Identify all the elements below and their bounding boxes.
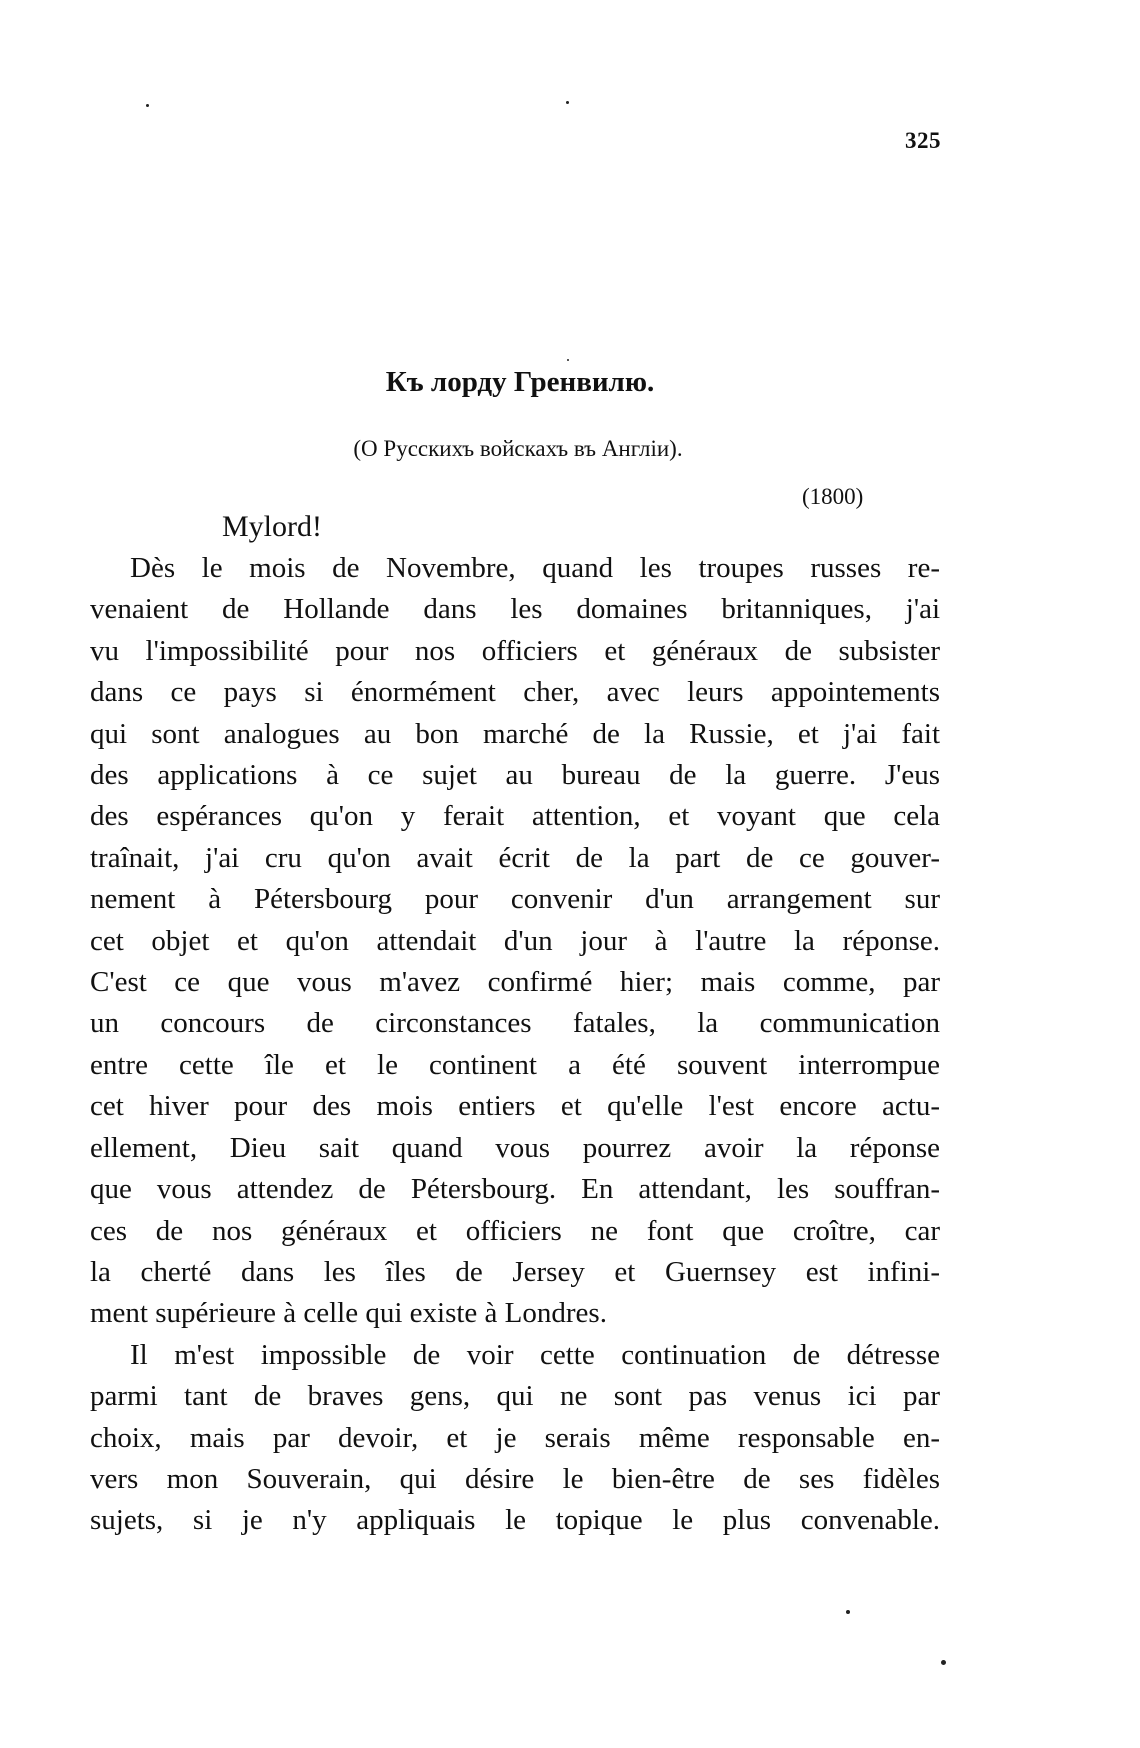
text-line: traînait, j'ai cru qu'on avait écrit de la part de ce gouver- xyxy=(90,841,940,874)
text-line: la cherté dans les îles de Jersey et Guernsey est infini- xyxy=(90,1255,940,1288)
scan-speck xyxy=(846,1610,850,1614)
scan-speck xyxy=(567,359,569,361)
text-line: Il m'est impossible de voir cette continuation de détresse xyxy=(130,1338,940,1371)
scan-speck xyxy=(146,104,149,107)
text-line: entre cette île et le continent a été souvent interrompue xyxy=(90,1048,940,1081)
text-line: ment supérieure à celle qui existe à Londres. xyxy=(90,1297,607,1330)
text-line: des espérances qu'on y ferait attention, et voyant que cela xyxy=(90,800,940,833)
text-line: dans ce pays si énormément cher, avec leurs appointements xyxy=(90,676,940,709)
salutation: Mylord! xyxy=(222,510,322,543)
paragraph-2 xyxy=(90,1335,940,1542)
text-line: qui sont analogues au bon marché de la Russie, et j'ai fait xyxy=(90,717,940,750)
letter-subtitle: (О Русскихъ войскахъ въ Англіи). xyxy=(353,436,683,461)
text-line: ces de nos généraux et officiers ne font que croître, car xyxy=(90,1214,940,1247)
text-line: des applications à ce sujet au bureau de la guerre. J'eus xyxy=(90,759,940,792)
text-line: un concours de circonstances fatales, la communication xyxy=(90,1007,940,1040)
scan-speck xyxy=(566,101,569,104)
text-line: cet objet et qu'on attendait d'un jour à l'autre la réponse. xyxy=(90,924,940,957)
text-line: choix, mais par devoir, et je serais même responsable en- xyxy=(90,1421,940,1454)
letter-title: Къ лорду Гренвилю. xyxy=(385,366,655,398)
text-line: que vous attendez de Pétersbourg. En attendant, les souffran- xyxy=(90,1173,940,1206)
page-number: 325 xyxy=(905,128,941,153)
text-line: venaient de Hollande dans les domaines britanniques, j'ai xyxy=(90,593,940,626)
paragraph-1 xyxy=(90,548,940,1335)
text-line: C'est ce que vous m'avez confirmé hier; mais comme, par xyxy=(90,966,940,999)
text-line: vers mon Souverain, qui désire le bien-être de ses fidèles xyxy=(90,1462,940,1495)
text-line: nement à Pétersbourg pour convenir d'un arrangement sur xyxy=(90,883,940,916)
letter-year: (1800) xyxy=(802,484,864,509)
text-line: parmi tant de braves gens, qui ne sont pas venus ici par xyxy=(90,1380,940,1413)
letter-body xyxy=(90,548,940,1542)
text-line: ellement, Dieu sait quand vous pourrez avoir la réponse xyxy=(90,1131,940,1164)
text-line: cet hiver pour des mois entiers et qu'elle l'est encore actu- xyxy=(90,1090,940,1123)
scan-speck xyxy=(941,1660,946,1665)
text-line: vu l'impossibilité pour nos officiers et généraux de subsister xyxy=(90,634,940,667)
text-line: Dès le mois de Novembre, quand les troupes russes re- xyxy=(130,552,940,584)
text-line: sujets, si je n'y appliquais le topique le plus convenable. xyxy=(90,1504,940,1537)
